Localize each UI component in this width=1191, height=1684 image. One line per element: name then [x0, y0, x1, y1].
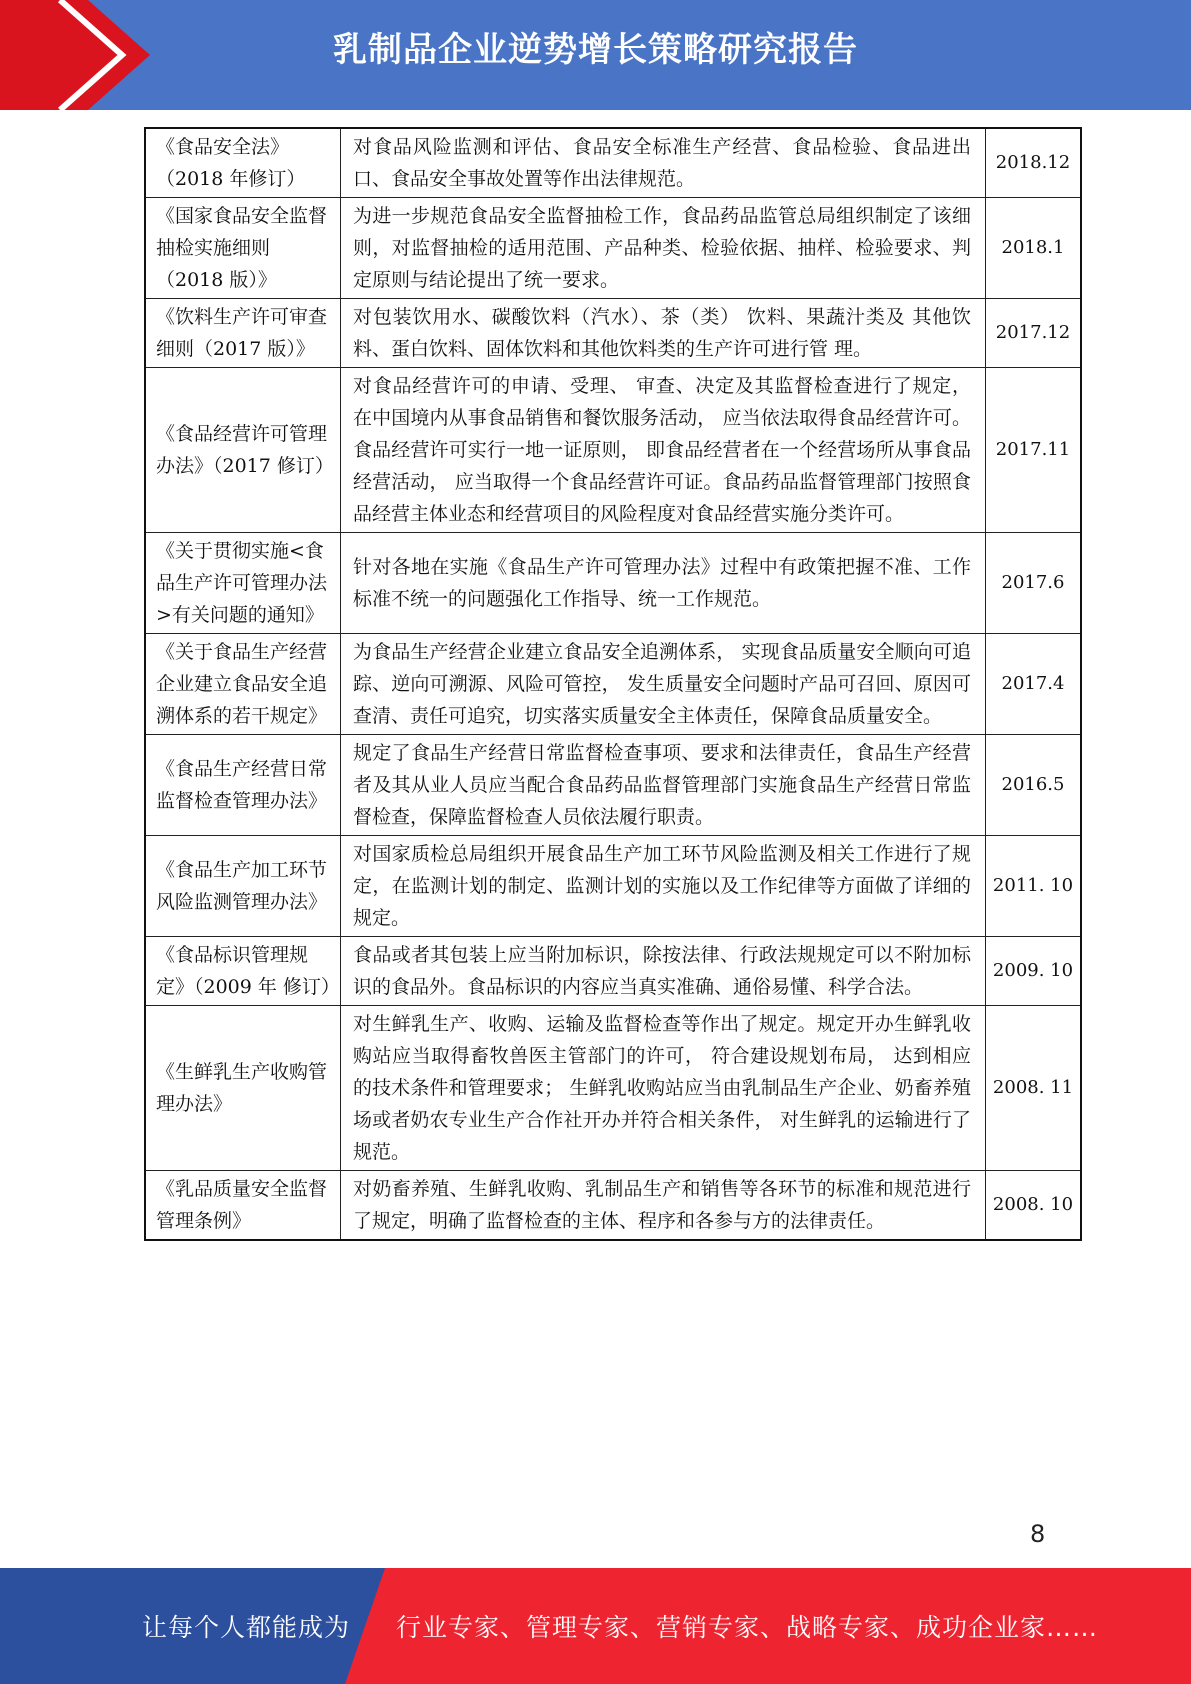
page-number: 8: [1030, 1520, 1046, 1548]
table-row: [145, 299, 1081, 368]
regulation-date-cell: 2011. 10: [986, 836, 1082, 937]
regulation-name-cell: 《饮料生产许可审查细则（2017 版）》: [145, 299, 341, 368]
table-row: [145, 735, 1081, 836]
table-row: [145, 368, 1081, 533]
regulation-date-cell: 2017.6: [986, 533, 1082, 634]
table-row: [145, 198, 1081, 299]
regulation-date-cell: 2017.11: [986, 368, 1082, 533]
table-row: [145, 937, 1081, 1006]
regulation-name-cell: 《关于贯彻实施<食品生产许可管理办法>有关问题的通知》: [145, 533, 341, 634]
regulation-description-cell: 对食品经营许可的申请、受理、 审查、决定及其监督检查进行了规定， 在中国境内从事食品销售和餐饮服务活动， 应当依法取得食品经营许可。食品经营许可实行一地一证原则， 即食品经营者在一个经营场所从事食品经营活动， 应当取得一个食品经营许可证。食品药品监督管理部门按照食品经营主体业态和经营项目的风险程度对食品经营实施分类许可。: [341, 368, 986, 533]
regulation-name-cell: 《生鲜乳生产收购管理办法》: [145, 1006, 341, 1171]
regulation-description-cell: 对生鲜乳生产、收购、运输及监督检查等作出了规定。规定开办生鲜乳收购站应当取得畜牧兽医主管部门的许可， 符合建设规划布局， 达到相应的技术条件和管理要求； 生鲜乳收购站应当由乳制品生产企业、奶畜养殖场或者奶农专业生产合作社开办并符合相关条件， 对生鲜乳的运输进行了规范。: [341, 1006, 986, 1171]
table-row: [145, 533, 1081, 634]
regulation-date-cell: 2016.5: [986, 735, 1082, 836]
regulation-description-cell: 对食品风险监测和评估、食品安全标准生产经营、食品检验、食品进出口、食品安全事故处置等作出法律规范。: [341, 128, 986, 198]
regulation-name-cell: 《食品生产加工环节风险监测管理办法》: [145, 836, 341, 937]
regulation-name-cell: 《食品生产经营日常监督检查管理办法》: [145, 735, 341, 836]
table-row: [145, 836, 1081, 937]
regulation-name-cell: 《食品标识管理规定》（2009 年 修订）: [145, 937, 341, 1006]
document-title: 乳制品企业逆势增长策略研究报告: [333, 30, 858, 70]
regulation-date-cell: 2017.12: [986, 299, 1082, 368]
regulations-table: [144, 127, 1074, 1241]
page-header: [0, 0, 1191, 110]
regulation-description-cell: 对国家质检总局组织开展食品生产加工环节风险监测及相关工作进行了规定，在监测计划的制定、监测计划的实施以及工作纪律等方面做了详细的规定。: [341, 836, 986, 937]
regulation-date-cell: 2008. 11: [986, 1006, 1082, 1171]
regulation-description-cell: 为食品生产经营企业建立食品安全追溯体系， 实现食品质量安全顺向可追踪、逆向可溯源、风险可管控， 发生质量安全问题时产品可召回、原因可查清、责任可追究，切实落实质量安全主体责任，保障食品质量安全。: [341, 634, 986, 735]
regulation-description-cell: 对奶畜养殖、生鲜乳收购、乳制品生产和销售等各环节的标准和规范进行了规定，明确了监督检查的主体、程序和各参与方的法律责任。: [341, 1171, 986, 1241]
regulation-name-cell: 《国家食品安全监督抽检实施细则（2018 版）》: [145, 198, 341, 299]
regulation-name-cell: 《乳品质量安全监督管理条例》: [145, 1171, 341, 1241]
regulation-description-cell: 对包装饮用水、碳酸饮料（汽水）、茶（类） 饮料、果蔬汁类及 其他饮料、蛋白饮料、固体饮料和其他饮料类的生产许可进行管 理。: [341, 299, 986, 368]
regulation-date-cell: 2018.1: [986, 198, 1082, 299]
regulation-date-cell: 2017.4: [986, 634, 1082, 735]
regulation-date-cell: 2009. 10: [986, 937, 1082, 1006]
table-row: [145, 128, 1081, 198]
regulation-date-cell: 2018.12: [986, 128, 1082, 198]
regulation-description-cell: 为进一步规范食品安全监督抽检工作，食品药品监管总局组织制定了该细则，对监督抽检的适用范围、产品种类、检验依据、抽样、检验要求、判定原则与结论提出了统一要求。: [341, 198, 986, 299]
footer-slogan-left: 让每个人都能成为: [142, 1613, 351, 1642]
regulation-description-cell: 针对各地在实施《食品生产许可管理办法》过程中有政策把握不准、工作标准不统一的问题强化工作指导、统一工作规范。: [341, 533, 986, 634]
regulation-date-cell: 2008. 10: [986, 1171, 1082, 1241]
table-row: [145, 634, 1081, 735]
regulation-description-cell: 食品或者其包装上应当附加标识，除按法律、行政法规规定可以不附加标识的食品外。食品标识的内容应当真实准确、通俗易懂、科学合法。: [341, 937, 986, 1006]
regulation-name-cell: 《食品经营许可管理办法》（2017 修订）: [145, 368, 341, 533]
footer-slogan-right: 行业专家、管理专家、营销专家、战略专家、成功企业家……: [396, 1613, 1099, 1642]
regulation-description-cell: 规定了食品生产经营日常监督检查事项、要求和法律责任，食品生产经营者及其从业人员应当配合食品药品监督管理部门实施食品生产经营日常监督检查，保障监督检查人员依法履行职责。: [341, 735, 986, 836]
regulation-name-cell: 《关于食品生产经营企业建立食品安全追溯体系的若干规定》: [145, 634, 341, 735]
table-row: [145, 1171, 1081, 1241]
page-footer: [0, 1568, 1191, 1684]
table-row: [145, 1006, 1081, 1171]
regulation-name-cell: 《食品安全法》（2018 年修订）: [145, 128, 341, 198]
